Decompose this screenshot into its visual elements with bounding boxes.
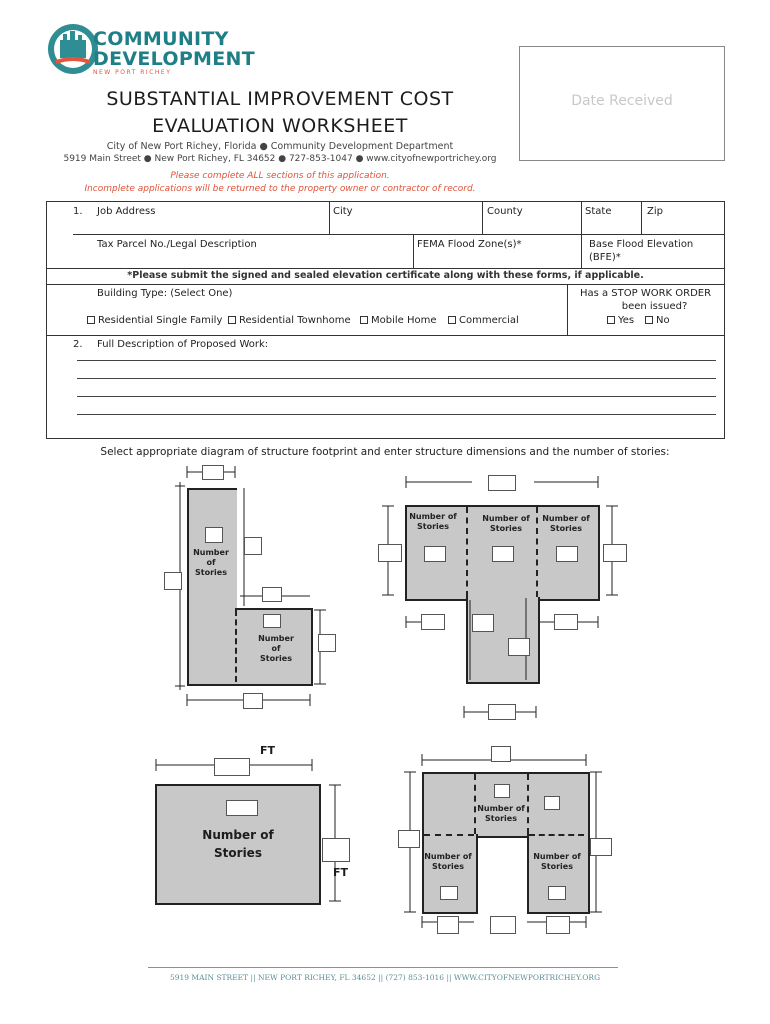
number-of-stories-label: Number of Stories xyxy=(409,512,457,531)
checkbox[interactable] xyxy=(228,316,236,324)
application-form xyxy=(46,201,725,439)
county-field[interactable]: County xyxy=(487,206,523,217)
width-input[interactable] xyxy=(421,614,445,630)
ft-unit-label: FT xyxy=(333,866,349,879)
number-of-stories-label: Number of Stories xyxy=(424,852,472,871)
description-line[interactable] xyxy=(77,396,716,397)
width-input[interactable] xyxy=(491,746,511,762)
number-of-stories-label: Number of Stories xyxy=(542,514,590,533)
stories-input[interactable] xyxy=(556,546,578,562)
width-input[interactable] xyxy=(202,465,224,480)
checkbox[interactable] xyxy=(87,316,95,324)
description-label: Full Description of Proposed Work: xyxy=(97,339,269,350)
depth-input[interactable] xyxy=(318,634,336,652)
width-input[interactable] xyxy=(437,916,459,934)
bfe-field-line2: (BFE)* xyxy=(589,252,621,263)
option-single-family[interactable]: Residential Single Family xyxy=(87,315,222,326)
stop-work-yes[interactable]: Yes xyxy=(607,315,634,326)
org-name-line1: COMMUNITY xyxy=(93,28,229,50)
stories-input[interactable] xyxy=(205,527,223,543)
number-of-stories-label: Number of Stories xyxy=(533,852,581,871)
depth-input[interactable] xyxy=(590,838,612,856)
footer-contact: 5919 MAIN STREET || NEW PORT RICHEY, FL 34652 || (727) 853-1016 || WWW.CITYOFNEWPORTRICHEY.ORG xyxy=(169,973,601,982)
option-mobile-home[interactable]: Mobile Home xyxy=(360,315,437,326)
address-info: 5919 Main Street ● New Port Richey, FL 34652 ● 727-853-1047 ● www.cityofnewportrichey.org xyxy=(63,154,497,164)
length-input[interactable] xyxy=(508,638,530,656)
stories-input[interactable] xyxy=(492,546,514,562)
width-input[interactable] xyxy=(488,475,516,491)
notice-line2: Incomplete applications will be returned to the property owner or contractor of record. xyxy=(84,184,476,194)
stories-input[interactable] xyxy=(440,886,458,900)
stop-work-no[interactable]: No xyxy=(645,315,670,326)
org-name-line2: DEVELOPMENT xyxy=(93,48,255,70)
bfe-field-line1[interactable]: Base Flood Elevation xyxy=(589,239,694,250)
stories-input[interactable] xyxy=(494,784,510,798)
stories-input[interactable] xyxy=(263,614,281,628)
number-of-stories-label: Number of Stories xyxy=(482,514,530,533)
depth-input[interactable] xyxy=(378,544,402,562)
option-townhome[interactable]: Residential Townhome xyxy=(228,315,351,326)
building-type-label: Building Type: (Select One) xyxy=(97,288,233,299)
fema-zone-field[interactable]: FEMA Flood Zone(s)* xyxy=(417,239,522,250)
notice-line1: Please complete ALL sections of this application. xyxy=(170,171,390,181)
org-name-line3: NEW PORT RICHEY xyxy=(93,69,172,76)
item-number-2: 2. xyxy=(73,339,83,350)
depth-input[interactable] xyxy=(244,537,262,555)
number-of-stories-label: Number of Stories xyxy=(202,828,274,860)
checkbox[interactable] xyxy=(645,316,653,324)
length-input[interactable] xyxy=(472,614,494,632)
zip-field[interactable]: Zip xyxy=(647,206,663,217)
number-of-stories-label: Number of Stories xyxy=(193,548,229,577)
tax-parcel-field[interactable]: Tax Parcel No./Legal Description xyxy=(97,239,257,250)
depth-input[interactable] xyxy=(322,838,350,862)
length-input[interactable] xyxy=(164,572,182,590)
depth-input[interactable] xyxy=(544,796,560,810)
width-input[interactable] xyxy=(488,704,516,720)
date-received-box[interactable] xyxy=(519,46,725,161)
width-input[interactable] xyxy=(243,693,263,709)
description-line[interactable] xyxy=(77,414,716,415)
number-of-stories-label: Number of Stories xyxy=(477,804,525,823)
stories-input[interactable] xyxy=(226,800,258,816)
width-input[interactable] xyxy=(546,916,570,934)
city-field[interactable]: City xyxy=(333,206,353,217)
description-line[interactable] xyxy=(77,378,716,379)
footer-divider xyxy=(148,967,618,968)
depth-input[interactable] xyxy=(603,544,627,562)
ft-unit-label: FT xyxy=(260,744,276,757)
option-commercial[interactable]: Commercial xyxy=(448,315,519,326)
stories-input[interactable] xyxy=(424,546,446,562)
number-of-stories-label: Number of Stories xyxy=(258,634,294,663)
stop-work-question-line2: been issued? xyxy=(621,301,688,312)
department-info: City of New Port Richey, Florida ● Community Development Department xyxy=(106,141,454,152)
stop-work-question-line1: Has a STOP WORK ORDER xyxy=(579,288,712,299)
date-received-label: Date Received xyxy=(571,93,673,109)
page-title-line1: SUBSTANTIAL IMPROVEMENT COST xyxy=(106,88,454,110)
checkbox[interactable] xyxy=(360,316,368,324)
page-title-line2: EVALUATION WORKSHEET xyxy=(152,115,408,137)
item-number-1: 1. xyxy=(73,206,83,217)
stories-input[interactable] xyxy=(548,886,566,900)
width-input[interactable] xyxy=(214,758,250,776)
depth-input[interactable] xyxy=(398,830,420,848)
job-address-field[interactable]: Job Address xyxy=(97,206,156,217)
state-field[interactable]: State xyxy=(585,206,612,217)
diagram-instruction: Select appropriate diagram of structure footprint and enter structure dimensions and the number of stories: xyxy=(100,446,670,458)
width-input[interactable] xyxy=(262,587,282,602)
width-input[interactable] xyxy=(554,614,578,630)
width-input[interactable] xyxy=(490,916,516,934)
checkbox[interactable] xyxy=(607,316,615,324)
description-line[interactable] xyxy=(77,360,716,361)
elevation-note: *Please submit the signed and sealed elevation certificate along with these forms, if applicable. xyxy=(127,270,644,281)
checkbox[interactable] xyxy=(448,316,456,324)
